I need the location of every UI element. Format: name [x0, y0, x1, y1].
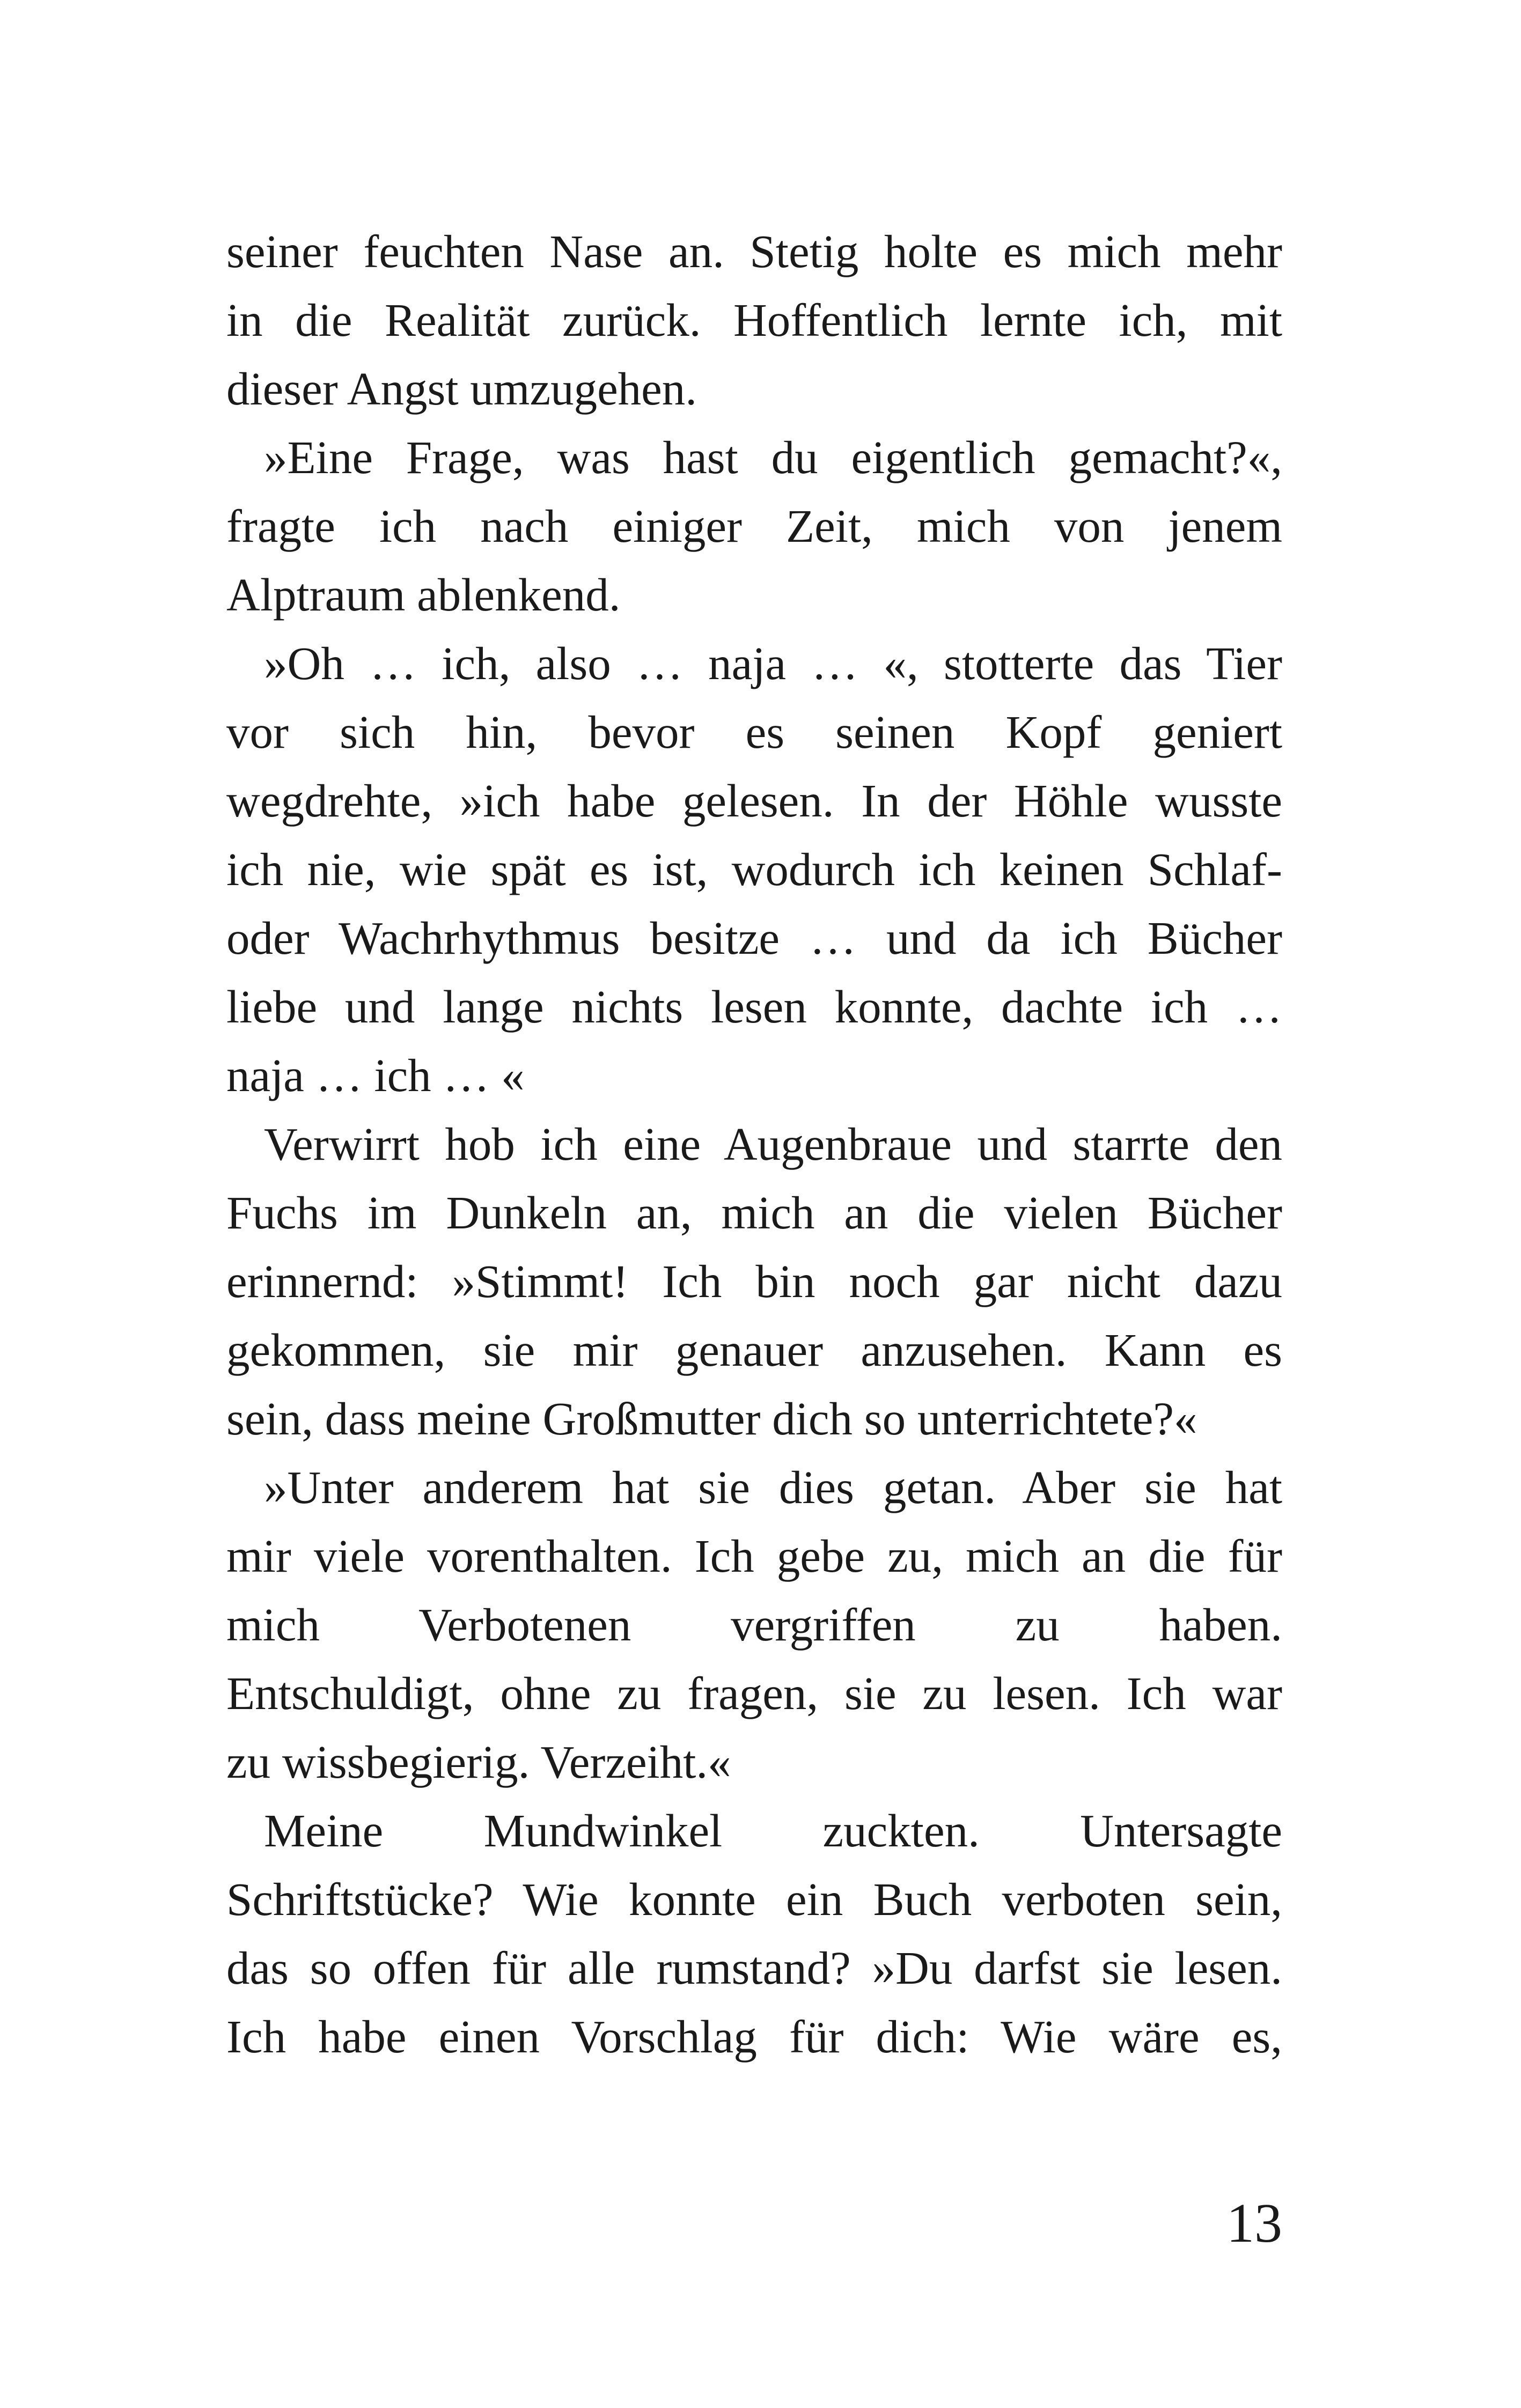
text-line: fragte ich nach einiger Zeit, mich von jenem	[226, 500, 1282, 552]
text-line: in die Realität zurück. Hoffentlich lernte ich, mit	[226, 294, 1282, 346]
text-line: liebe und lange nichts lesen konnte, dachte ich …	[226, 981, 1282, 1033]
text-line: Alptraum ablenkend.	[226, 569, 621, 621]
text-line: dieser Angst umzugehen.	[226, 363, 697, 415]
text-line: oder Wachrhythmus besitze … und da ich Bücher	[226, 912, 1282, 964]
text-line: mich Verbotenen vergriffen zu haben.	[226, 1599, 1282, 1651]
text-line: naja … ich … «	[226, 1049, 525, 1101]
body-text	[226, 217, 1282, 2071]
text-line: »Unter anderem hat sie dies getan. Aber sie hat	[264, 1461, 1282, 1513]
text-line: wegdrehte, »ich habe gelesen. In der Höhle wusste	[226, 775, 1282, 827]
text-line: »Eine Frage, was hast du eigentlich gemacht?«,	[264, 431, 1282, 483]
text-line: zu wissbegierig. Verzeiht.«	[226, 1736, 731, 1788]
text-line: Ich habe einen Vorschlag für dich: Wie wäre es,	[226, 2011, 1282, 2063]
text-line: Verwirrt hob ich eine Augenbraue und starrte den	[264, 1118, 1282, 1170]
text-line: Schriftstücke? Wie konnte ein Buch verboten sein,	[226, 1873, 1282, 1925]
text-line: Fuchs im Dunkeln an, mich an die vielen Bücher	[226, 1187, 1282, 1239]
page-number: 13	[1226, 2192, 1282, 2254]
text-line: vor sich hin, bevor es seinen Kopf geniert	[226, 706, 1282, 758]
text-line: ich nie, wie spät es ist, wodurch ich keinen Schlaf-	[226, 843, 1282, 895]
text-line: mir viele vorenthalten. Ich gebe zu, mich an die für	[226, 1530, 1282, 1582]
text-line: Entschuldigt, ohne zu fragen, sie zu lesen. Ich war	[226, 1667, 1282, 1719]
text-line: das so offen für alle rumstand? »Du darfst sie lesen.	[226, 1942, 1282, 1994]
text-line: sein, dass meine Großmutter dich so unterrichtete?«	[226, 1393, 1197, 1445]
text-line: gekommen, sie mir genauer anzusehen. Kann es	[226, 1324, 1282, 1376]
text-line: erinnernd: »Stimmt! Ich bin noch gar nicht dazu	[226, 1255, 1282, 1307]
text-line: »Oh … ich, also … naja … «, stotterte das Tier	[264, 637, 1282, 689]
text-line: seiner feuchten Nase an. Stetig holte es mich mehr	[226, 225, 1282, 277]
text-line: Meine Mundwinkel zuckten. Untersagte	[264, 1805, 1282, 1857]
